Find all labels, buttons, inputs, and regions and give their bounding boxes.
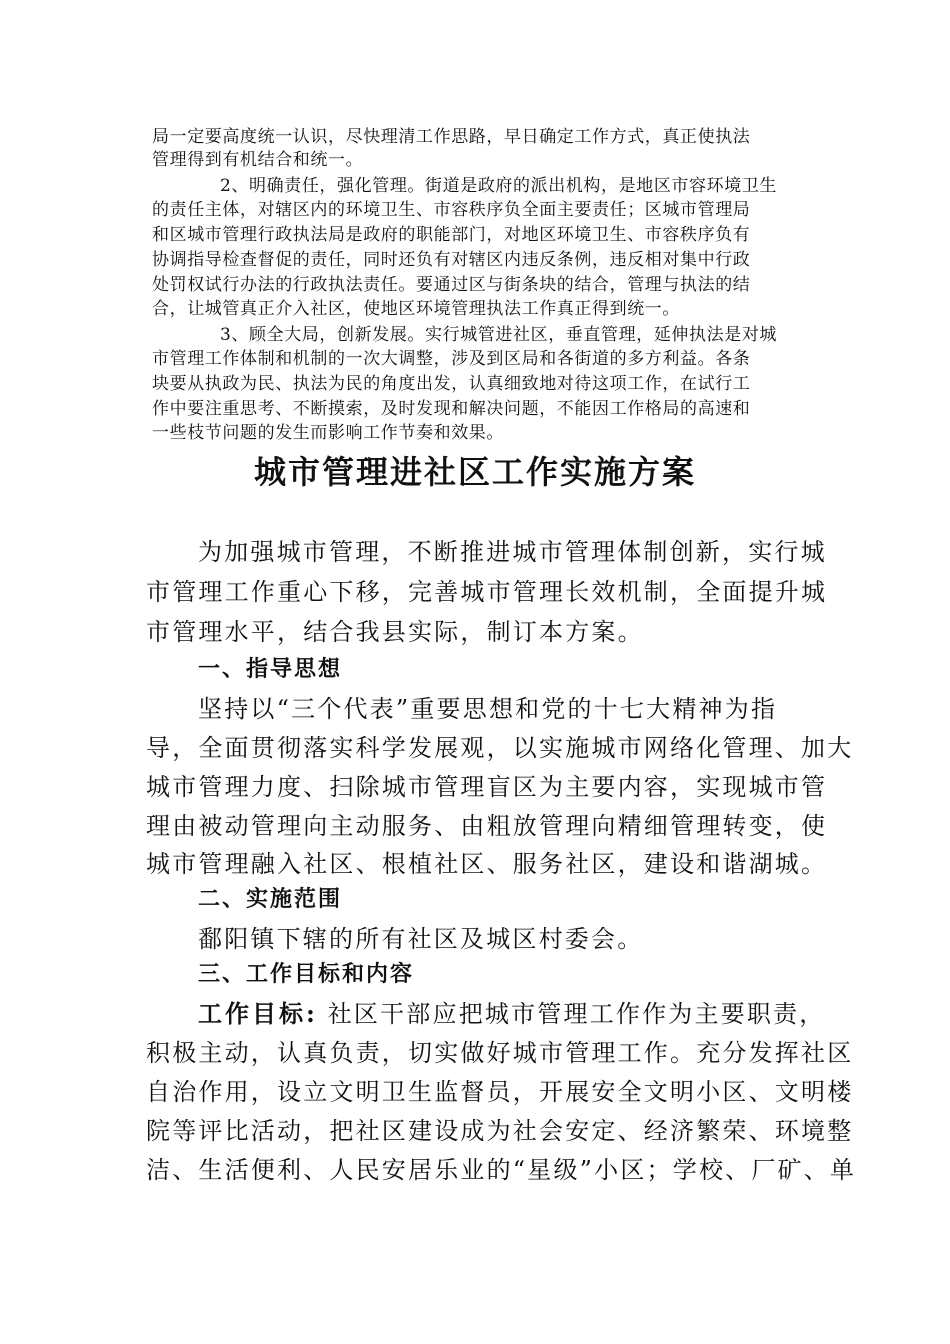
text-line: 合，让城管真正介入社区，使地区环境管理执法工作真正得到统一。 [152,299,680,319]
body-line: 院等评比活动，把社区建设成为社会安定、经济繁荣、环境整 [146,1117,854,1145]
section-heading: 二、实施范围 [198,887,343,912]
text-line: 处罚权试行办法的行政执法责任。要通过区与街条块的结合，管理与执法的结 [152,275,751,295]
text-line: 和区城市管理行政执法局是政府的职能部门，对地区环境卫生、市容秩序负有 [152,225,751,245]
text-line: 3、顾全大局，创新发展。实行城管进社区，垂直管理，延伸执法是对城 [220,325,778,345]
page-title: 城市管理进社区工作实施方案 [253,453,696,491]
text-line: 一些枝节问题的发生而影响工作节奏和效果。 [152,423,504,443]
body-line: 积极主动，认真负责，切实做好城市管理工作。充分发挥社区 [146,1039,854,1067]
goal-text: 社区干部应把城市管理工作作为主要职责， [327,1000,826,1028]
text-line: 作中要注重思考、不断摸索，及时发现和解决问题，不能因工作格局的高速和 [152,399,751,419]
section-heading: 三、工作目标和内容 [198,962,415,987]
text-line: 协调指导检查督促的责任，同时还负有对辖区内违反条例，违反相对集中行政 [152,250,751,270]
text-line: 局一定要高度统一认识，尽快理清工作思路，早日确定工作方式，真正使执法 [152,127,751,147]
body-line: 自治作用，设立文明卫生监督员，开展安全文明小区、文明楼 [146,1078,854,1106]
body-line [198,998,826,1030]
body-line: 洁、生活便利、人民安居乐业的“星级”小区；学校、厂矿、单 [146,1156,857,1184]
body-line: 市管理水平，结合我县实际，制订本方案。 [146,618,644,646]
body-line: 鄱阳镇下辖的所有社区及城区村委会。 [198,925,644,953]
text-line: 2、明确责任，强化管理。街道是政府的派出机构，是地区市容环境卫生 [220,176,778,196]
text-line: 的责任主体，对辖区内的环境卫生、市容秩序负全面主要责任；区城市管理局 [152,200,751,220]
body-line: 城市管理融入社区、根植社区、服务社区，建设和谐湖城。 [146,850,828,878]
text-line: 块要从执政为民、执法为民的角度出发，认真细致地对待这项工作，在试行工 [152,374,751,394]
body-line: 为加强城市管理，不断推进城市管理体制创新，实行城 [198,538,827,566]
text-line: 管理得到有机结合和统一。 [152,150,364,170]
text-line: 市管理工作体制和机制的一次大调整，涉及到区局和各街道的多方利益。各条 [152,349,751,369]
body-line: 坚持以“三个代表”重要思想和党的十七大精神为指 [198,695,778,723]
body-line: 城市管理力度、扫除城市管理盲区为主要内容，实现城市管 [146,773,828,801]
body-line: 导，全面贯彻落实科学发展观，以实施城市网络化管理、加大 [146,734,854,762]
body-line: 理由被动管理向主动服务、由粗放管理向精细管理转变，使 [146,812,828,840]
section-heading: 一、指导思想 [198,657,343,682]
goal-label: 工作目标: [198,999,318,1028]
body-line: 市管理工作重心下移，完善城市管理长效机制，全面提升城 [146,578,828,606]
